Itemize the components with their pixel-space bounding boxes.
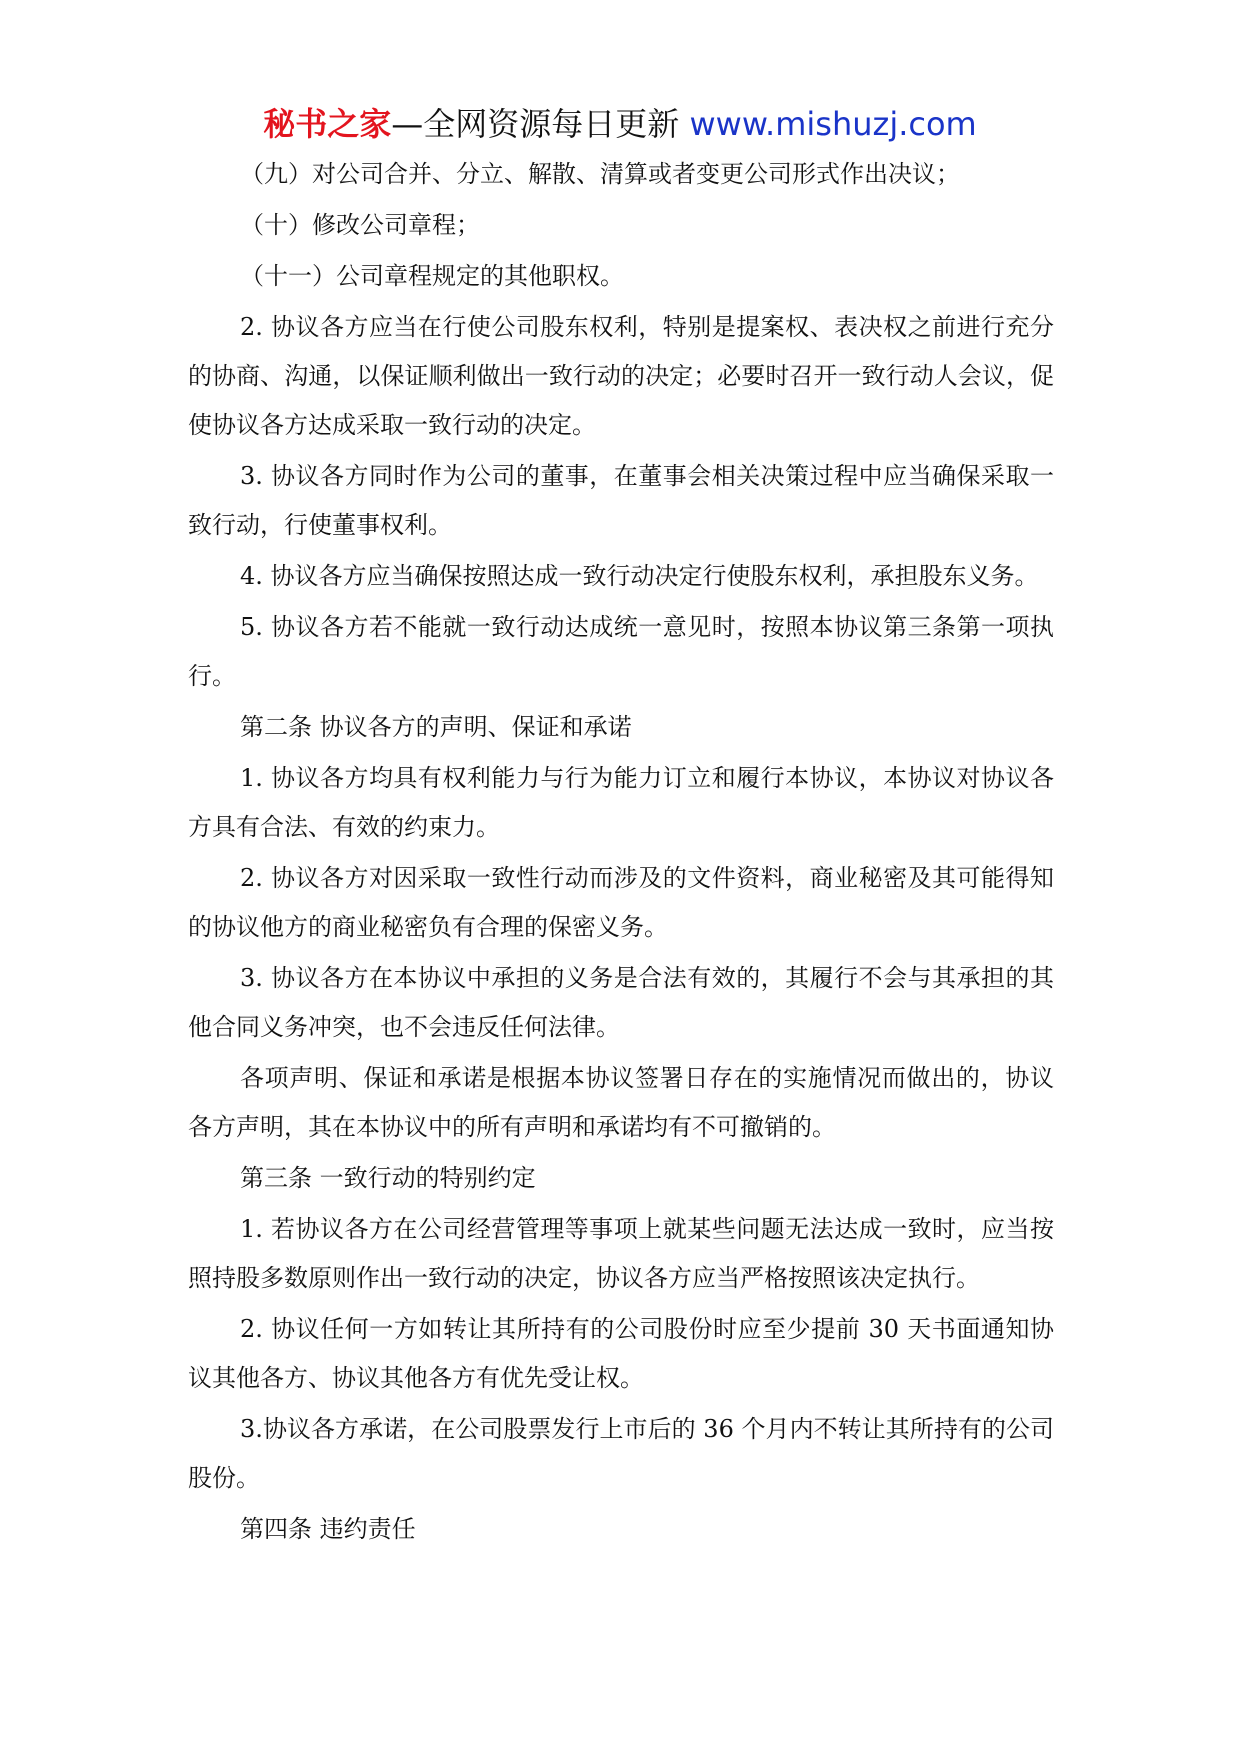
article3-heading: 第三条 一致行动的特别约定 [240,1164,536,1192]
article3-item-2: 2. 协议任何一方如转让其所持有的公司股份时应至少提前 30 天书面通知协议其他各方、协议其他各方有优先受让权。 [188,1315,1054,1392]
article1-item-3: 3. 协议各方同时作为公司的董事，在董事会相关决策过程中应当确保采取一致行动，行使董事权利。 [188,462,1054,539]
header-tagline: —全网资源每日更新 [391,105,680,143]
article4-heading: 第四条 违约责任 [240,1515,416,1543]
article2-item-3: 3. 协议各方在本协议中承担的义务是合法有效的，其履行不会与其承担的其他合同义务冲突，也不会违反任何法律。 [188,964,1054,1041]
website-url[interactable]: www.mishuzj.com [689,105,977,143]
article2-statement: 各项声明、保证和承诺是根据本协议签署日存在的实施情况而做出的，协议各方声明，其在本协议中的所有声明和承诺均有不可撤销的。 [188,1064,1054,1141]
page-header [0,100,1240,148]
clause-10: （十）修改公司章程； [240,211,480,239]
clause-11: （十一）公司章程规定的其他职权。 [240,262,624,290]
article2-item-2: 2. 协议各方对因采取一致性行动而涉及的文件资料，商业秘密及其可能得知的协议他方的商业秘密负有合理的保密义务。 [188,864,1054,941]
article1-item-4: 4. 协议各方应当确保按照达成一致行动决定行使股东权利，承担股东义务。 [240,562,1039,590]
article3-item-1: 1. 若协议各方在公司经营管理等事项上就某些问题无法达成一致时，应当按照持股多数原则作出一致行动的决定，协议各方应当严格按照该决定执行。 [188,1215,1054,1292]
document-body [188,150,1054,1554]
clause-9: （九）对公司合并、分立、解散、清算或者变更公司形式作出决议； [240,160,960,188]
brand-name: 秘书之家 [263,105,392,143]
article3-item-3: 3.协议各方承诺，在公司股票发行上市后的 36 个月内不转让其所持有的公司股份。 [188,1415,1054,1492]
article1-item-5: 5. 协议各方若不能就一致行动达成统一意见时，按照本协议第三条第一项执行。 [188,613,1054,690]
article1-item-2: 2. 协议各方应当在行使公司股东权利，特别是提案权、表决权之前进行充分的协商、沟通，以保证顺利做出一致行动的决定；必要时召开一致行动人会议，促使协议各方达成采取一致行动的决定。 [188,313,1054,439]
article2-heading: 第二条 协议各方的声明、保证和承诺 [240,713,632,741]
article2-item-1: 1. 协议各方均具有权利能力与行为能力订立和履行本协议，本协议对协议各方具有合法、有效的约束力。 [188,764,1054,841]
